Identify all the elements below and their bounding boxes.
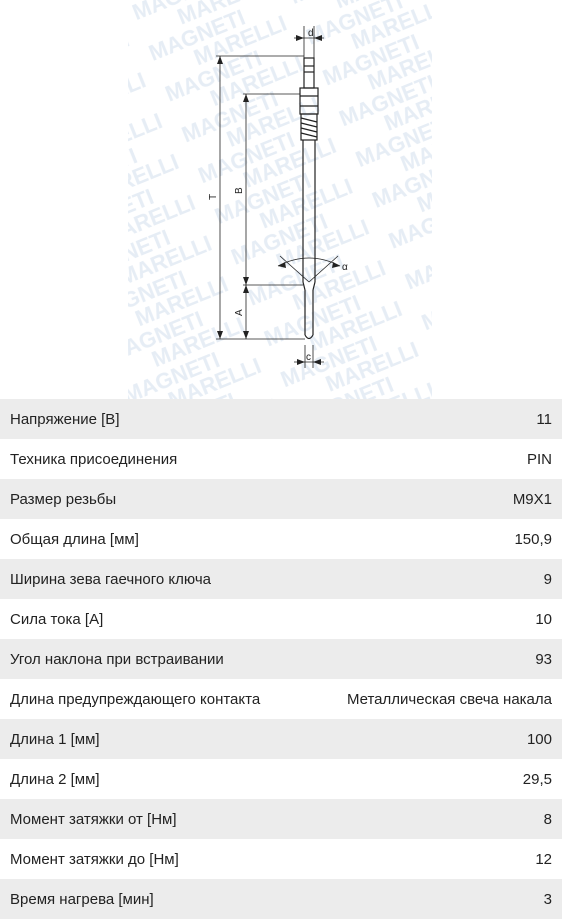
spec-label: Момент затяжки от [Нм] bbox=[10, 810, 177, 828]
dimension-label-b: B bbox=[234, 187, 245, 194]
spec-row bbox=[0, 519, 562, 559]
spec-label: Напряжение [В] bbox=[10, 410, 120, 428]
spec-row bbox=[0, 639, 562, 679]
spec-row bbox=[0, 719, 562, 759]
spec-value: 9 bbox=[543, 570, 552, 588]
spec-row bbox=[0, 559, 562, 599]
dimension-label-alpha: α bbox=[342, 262, 348, 273]
spec-value: 10 bbox=[535, 610, 552, 628]
spec-label: Угол наклона при встраивании bbox=[10, 650, 224, 668]
spec-value: 12 bbox=[535, 850, 552, 868]
spec-row bbox=[0, 439, 562, 479]
spec-label: Сила тока [A] bbox=[10, 610, 104, 628]
spec-value: 100 bbox=[526, 730, 552, 748]
spec-label: Ширина зева гаечного ключа bbox=[10, 570, 211, 588]
spec-row bbox=[0, 759, 562, 799]
specifications-table bbox=[0, 399, 562, 919]
spec-label: Момент затяжки до [Нм] bbox=[10, 850, 179, 868]
spec-value: 29,5 bbox=[522, 770, 552, 788]
spec-row bbox=[0, 839, 562, 879]
product-drawing-area bbox=[0, 0, 562, 399]
spec-value: M9X1 bbox=[512, 490, 552, 508]
spec-label: Длина 2 [мм] bbox=[10, 770, 100, 788]
spec-value: Металлическая свеча накала bbox=[346, 690, 552, 708]
spec-label: Длина 1 [мм] bbox=[10, 730, 100, 748]
dimension-label-t: T bbox=[208, 193, 219, 200]
glow-plug-drawing bbox=[128, 0, 432, 399]
spec-value: 150,9 bbox=[514, 530, 552, 548]
spec-label: Техника присоединения bbox=[10, 450, 178, 468]
dimension-label-d: d bbox=[308, 28, 314, 39]
spec-row bbox=[0, 879, 562, 919]
spec-value: 3 bbox=[543, 890, 552, 908]
spec-value: 8 bbox=[543, 810, 552, 828]
dimension-label-c: c bbox=[306, 352, 311, 363]
dimension-label-a: A bbox=[234, 309, 245, 316]
spec-value: 11 bbox=[536, 410, 552, 428]
spec-row bbox=[0, 799, 562, 839]
spec-label: Время нагрева [мин] bbox=[10, 890, 154, 908]
spec-value: 93 bbox=[535, 650, 552, 668]
spec-row bbox=[0, 679, 562, 719]
spec-label: Размер резьбы bbox=[10, 490, 117, 508]
spec-row bbox=[0, 599, 562, 639]
spec-value: PIN bbox=[526, 450, 552, 468]
spec-label: Общая длина [мм] bbox=[10, 530, 139, 548]
spec-row bbox=[0, 479, 562, 519]
spec-label: Длина предупреждающего контакта bbox=[10, 690, 261, 708]
spec-row bbox=[0, 399, 562, 439]
